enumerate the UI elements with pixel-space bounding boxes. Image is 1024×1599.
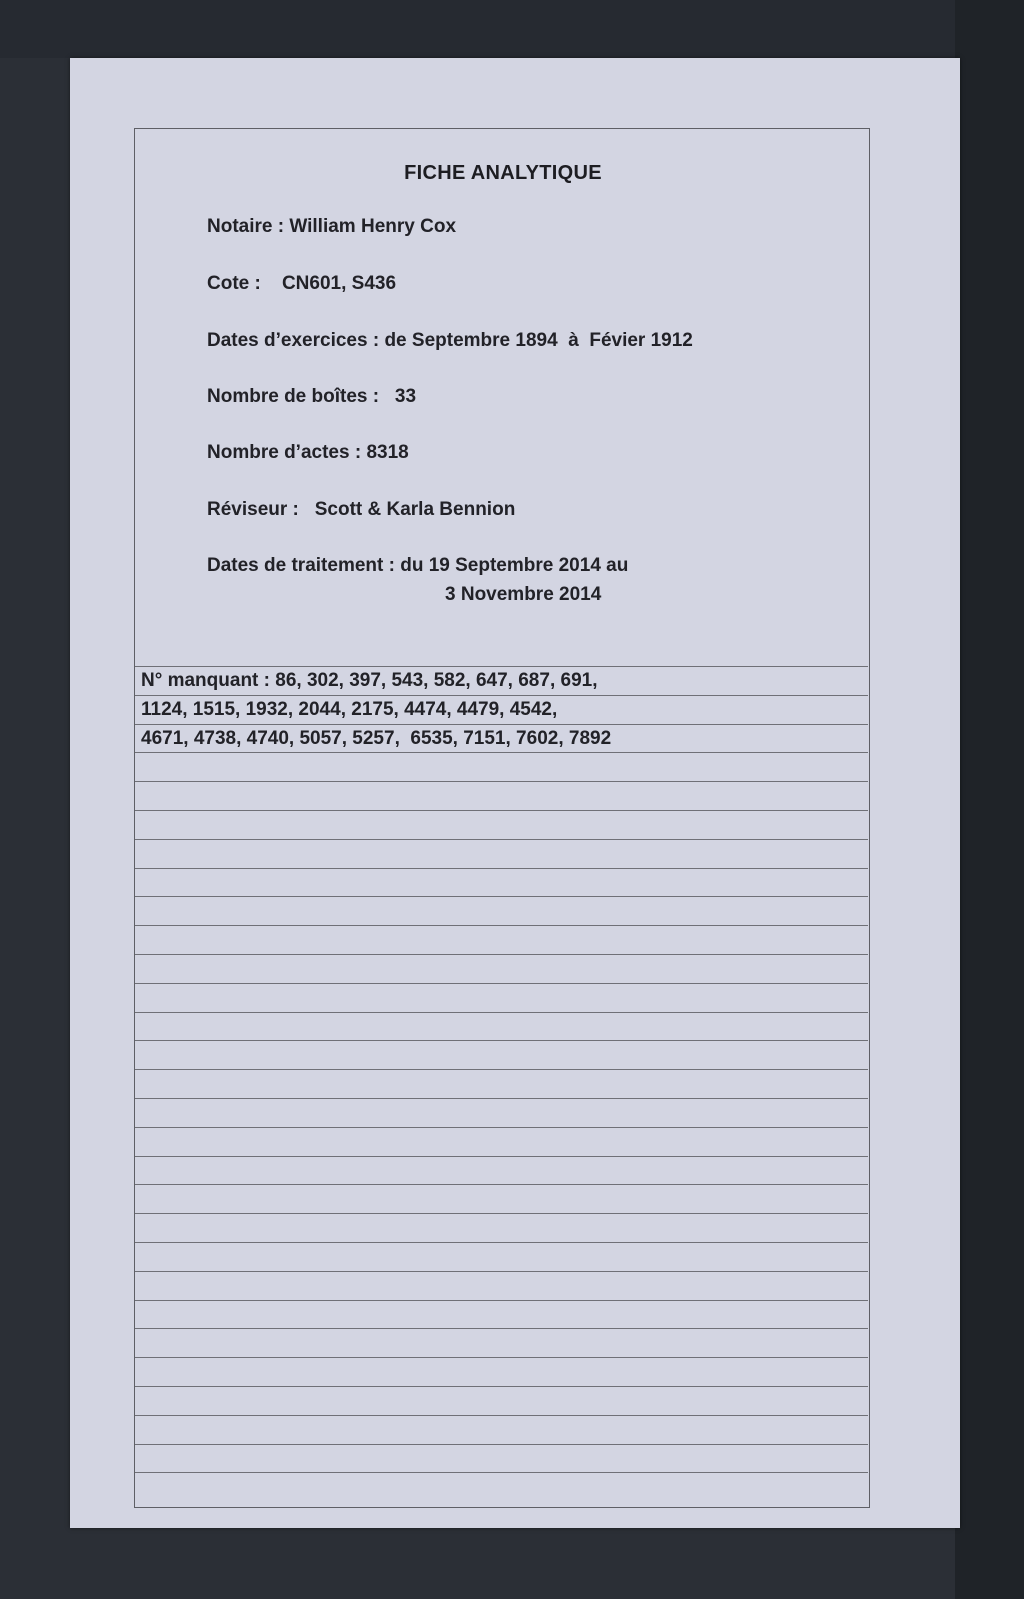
dates-traitement-label: Dates de traitement : [207,555,395,576]
blank-line [135,752,868,781]
blank-line [135,839,868,868]
dates-exercices-label: Dates d’exercices : [207,330,380,351]
dates-traitement-value: du 19 Septembre 2014 au [400,555,629,576]
nombre-actes-value: 8318 [366,442,409,463]
dates-exercices-field [207,330,693,352]
blank-line [135,1415,868,1444]
blank-line [135,1098,868,1127]
notaire-field [207,216,456,238]
notaire-value: William Henry Cox [289,216,457,237]
missing-numbers-line: 4671, 4738, 4740, 5057, 5257, 6535, 7151, 7602, 7892 [135,724,868,753]
blank-line [135,983,868,1012]
cote-value: CN601, S436 [281,273,397,294]
blank-line [135,781,868,810]
notaire-label: Notaire : [207,216,285,237]
blank-line [135,1040,868,1069]
blank-line [135,1069,868,1098]
reviseur-value: Scott & Karla Bennion [314,499,516,520]
document-sheet [70,58,960,1528]
dates-exercices-value: de Septembre 1894 à Févier 1912 [384,330,693,351]
blank-line [135,810,868,839]
missing-numbers-line: 1124, 1515, 1932, 2044, 2175, 4474, 4479, 4542, [135,695,868,724]
blank-line [135,1127,868,1156]
blank-line [135,1213,868,1242]
blank-line [135,868,868,897]
scan-background-right [955,0,1024,1599]
blank-line [135,896,868,925]
cote-field [207,273,396,295]
scan-background-top [0,0,1024,58]
blank-line [135,1386,868,1415]
ruled-lines [135,666,868,1501]
reviseur-label: Réviseur : [207,499,299,520]
blank-line [135,1184,868,1213]
nombre-actes-label: Nombre d’actes : [207,442,362,463]
dates-traitement-value-continued: 3 Novembre 2014 [445,584,602,605]
nombre-boites-value: 33 [394,386,417,407]
nombre-actes-field [207,442,409,464]
blank-line [135,1300,868,1329]
blank-line [135,1328,868,1357]
form-frame [134,128,870,1508]
reviseur-field [207,499,515,521]
cote-label: Cote : [207,273,261,294]
missing-numbers-line: N° manquant : 86, 302, 397, 543, 582, 647, 687, 691, [135,666,868,695]
blank-line [135,1271,868,1300]
blank-line [135,1444,868,1473]
blank-line [135,925,868,954]
dates-traitement-field [207,555,628,577]
blank-line [135,1012,868,1041]
form-title: FICHE ANALYTIQUE [404,162,602,184]
blank-line [135,954,868,983]
nombre-boites-label: Nombre de boîtes : [207,386,380,407]
blank-line [135,1242,868,1271]
blank-line [135,1472,868,1501]
blank-line [135,1357,868,1386]
nombre-boites-field [207,386,416,408]
blank-line [135,1156,868,1185]
